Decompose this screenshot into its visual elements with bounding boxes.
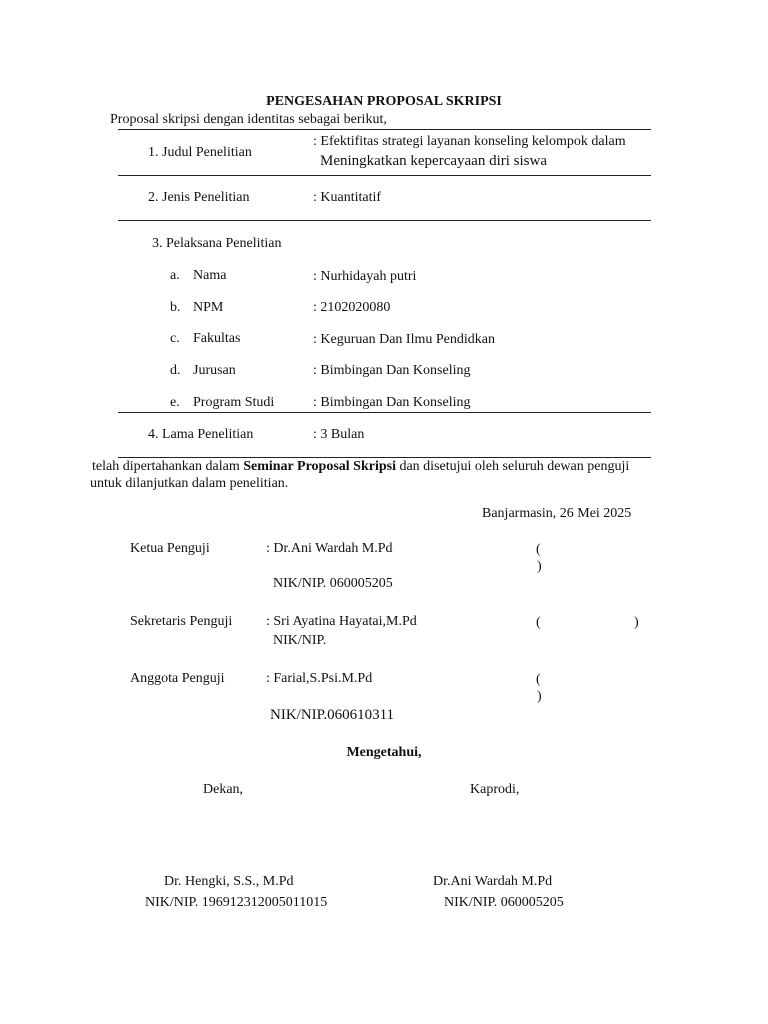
signature-paren-open: (	[536, 542, 541, 557]
statement-line1	[92, 459, 629, 475]
pelaksana-label: 3. Pelaksana Penelitian	[152, 236, 282, 251]
examiner-nik-ketua: NIK/NIP. 060005205	[273, 576, 393, 591]
judul-value-line1: : Efektifitas strategi layanan konseling kelompok dalam	[313, 134, 626, 149]
signature-paren-open: (	[536, 672, 541, 687]
signature-paren-close: )	[537, 559, 542, 574]
judul-value-line2: Meningkatkan kepercayaan diri siswa	[320, 153, 547, 169]
statement-post: dan disetujui oleh seluruh dewan penguji	[395, 459, 630, 474]
statement-bold: Seminar Proposal Skripsi	[243, 459, 396, 474]
examiner-role-sekretaris: Sekretaris Penguji	[130, 614, 233, 629]
item-value-nama: : Nurhidayah putri	[313, 269, 417, 284]
examiner-name-ketua: : Dr.Ani Wardah M.Pd	[266, 541, 393, 556]
judul-label: 1. Judul Penelitian	[148, 145, 252, 160]
dekan-name: Dr. Hengki, S.S., M.Pd	[164, 874, 294, 889]
signature-paren-open: (	[536, 615, 541, 630]
item-marker: e.	[170, 395, 180, 410]
intro-text: Proposal skripsi dengan identitas sebagai berikut,	[110, 112, 387, 127]
table-rule-top	[118, 129, 651, 130]
item-value-npm: : 2102020080	[313, 300, 391, 315]
item-label-prodi: Program Studi	[193, 395, 275, 410]
examiner-role-anggota: Anggota Penguji	[130, 671, 225, 686]
jenis-label: 2. Jenis Penelitian	[148, 190, 250, 205]
signature-paren-close: )	[537, 689, 542, 704]
item-label-npm: NPM	[193, 300, 224, 315]
table-rule-2	[118, 175, 651, 176]
item-label-jurusan: Jurusan	[193, 363, 236, 378]
item-value-fakultas: : Keguruan Dan Ilmu Pendidkan	[313, 332, 495, 347]
kaprodi-name: Dr.Ani Wardah M.Pd	[433, 874, 553, 889]
kaprodi-title: Kaprodi,	[470, 782, 520, 797]
examiner-nik-anggota: NIK/NIP.060610311	[270, 707, 395, 723]
page-title: PENGESAHAN PROPOSAL SKRIPSI	[266, 94, 502, 109]
examiner-role-ketua: Ketua Penguji	[130, 541, 210, 556]
table-rule-4	[118, 412, 651, 413]
lama-value: : 3 Bulan	[313, 427, 365, 442]
examiner-name-anggota: : Farial,S.Psi.M.Pd	[266, 671, 373, 686]
item-marker: b.	[170, 300, 181, 315]
statement-pre: telah dipertahankan dalam	[92, 459, 244, 474]
item-label-nama: Nama	[193, 268, 227, 283]
table-rule-bottom	[118, 457, 651, 458]
signature-paren-close: )	[634, 615, 639, 630]
lama-label: 4. Lama Penelitian	[148, 427, 254, 442]
place-date: Banjarmasin, 26 Mei 2025	[482, 506, 632, 521]
dekan-title: Dekan,	[203, 782, 244, 797]
jenis-value: : Kuantitatif	[313, 190, 382, 205]
table-rule-3	[118, 220, 651, 221]
mengetahui-heading: Mengetahui,	[346, 745, 422, 760]
kaprodi-nik: NIK/NIP. 060005205	[444, 895, 564, 910]
item-marker: c.	[170, 331, 180, 346]
examiner-name-sekretaris: : Sri Ayatina Hayatai,M.Pd	[266, 614, 417, 629]
statement-line2: untuk dilanjutkan dalam penelitian.	[90, 476, 289, 491]
item-value-jurusan: : Bimbingan Dan Konseling	[313, 363, 471, 378]
item-marker: a.	[170, 268, 180, 283]
dekan-nik: NIK/NIP. 196912312005011015	[145, 895, 328, 910]
examiner-nik-sekretaris: NIK/NIP.	[273, 633, 327, 648]
item-label-fakultas: Fakultas	[193, 331, 241, 346]
item-value-prodi: : Bimbingan Dan Konseling	[313, 395, 471, 410]
item-marker: d.	[170, 363, 181, 378]
